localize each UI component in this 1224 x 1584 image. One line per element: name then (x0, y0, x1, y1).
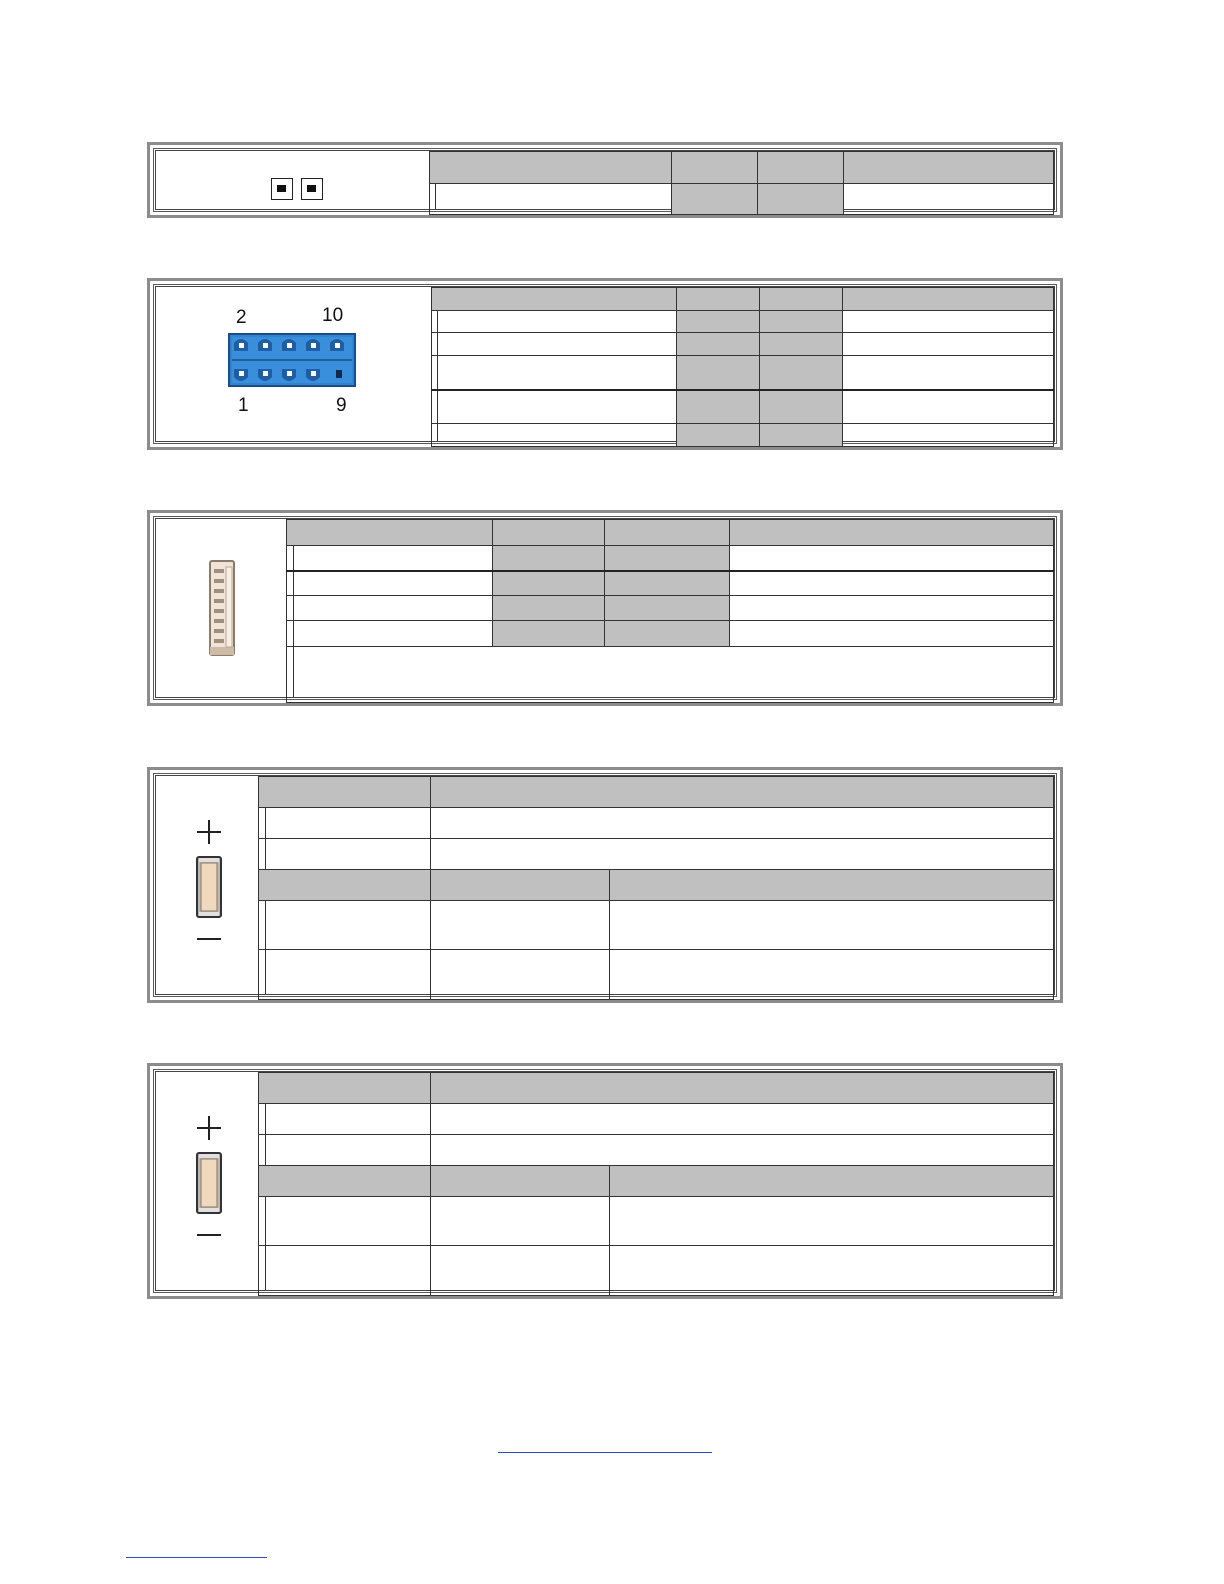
table-header-row (430, 152, 1054, 184)
table-row (259, 1104, 1054, 1135)
table-row (432, 356, 1054, 390)
minus-icon (196, 936, 222, 942)
2-pin-connector-icon (196, 856, 222, 918)
pin-label-bottom-left: 1 (238, 395, 249, 416)
pin-header-image-cell (156, 287, 438, 441)
plus-icon (196, 1115, 222, 1141)
polarity-image-cell (156, 776, 266, 994)
plus-icon (196, 819, 222, 845)
minus-icon (196, 1232, 222, 1238)
table-subheader-row (259, 1166, 1054, 1197)
table-header-row (287, 520, 1054, 546)
pin-label-top-right: 10 (322, 305, 344, 326)
jumper-pin-1-icon (271, 178, 293, 200)
table-row (287, 621, 1054, 647)
polarity-image-cell (156, 1072, 266, 1290)
table-header-row (259, 1073, 1054, 1104)
table-row (259, 1135, 1054, 1166)
table-row (259, 1246, 1054, 1296)
2-pin-connector-icon (196, 1152, 222, 1214)
polarity-table-panel-1 (147, 767, 1063, 1003)
table-row (430, 183, 1054, 215)
pin-header-table-panel (147, 278, 1063, 450)
table-row (259, 950, 1054, 1000)
table-row (259, 808, 1054, 839)
table-row (432, 310, 1054, 333)
table-row (259, 839, 1054, 870)
white-8-pin-connector-icon (208, 559, 238, 659)
table-row (432, 333, 1054, 356)
link-underline[interactable] (498, 1452, 712, 1453)
polarity-table-panel-2 (147, 1063, 1063, 1299)
table-row (287, 571, 1054, 596)
pin-header-spec-table (431, 287, 1054, 447)
connector-image-cell (156, 519, 294, 697)
table-subheader-row (259, 870, 1054, 901)
polarity-spec-table (258, 1072, 1054, 1296)
table-row (259, 1197, 1054, 1246)
table-row (287, 596, 1054, 621)
jumper-table-panel (147, 142, 1063, 218)
connector-table-panel (147, 510, 1063, 706)
table-row (287, 546, 1054, 571)
table-header-row (259, 777, 1054, 808)
table-note-row (287, 647, 1054, 703)
connector-spec-table (286, 519, 1054, 703)
table-row (432, 390, 1054, 424)
blue-10-pin-header-icon (228, 333, 358, 389)
pin-label-bottom-right: 9 (336, 395, 347, 416)
polarity-spec-table (258, 776, 1054, 1000)
table-header-row (432, 288, 1054, 311)
jumper-pin-2-icon (301, 178, 323, 200)
table-row (259, 901, 1054, 950)
jumper-image-cell (156, 151, 436, 209)
table-row (432, 424, 1054, 447)
jumper-spec-table (429, 151, 1054, 215)
pin-label-top-left: 2 (236, 307, 247, 328)
footnote-link-underline[interactable] (126, 1557, 267, 1558)
